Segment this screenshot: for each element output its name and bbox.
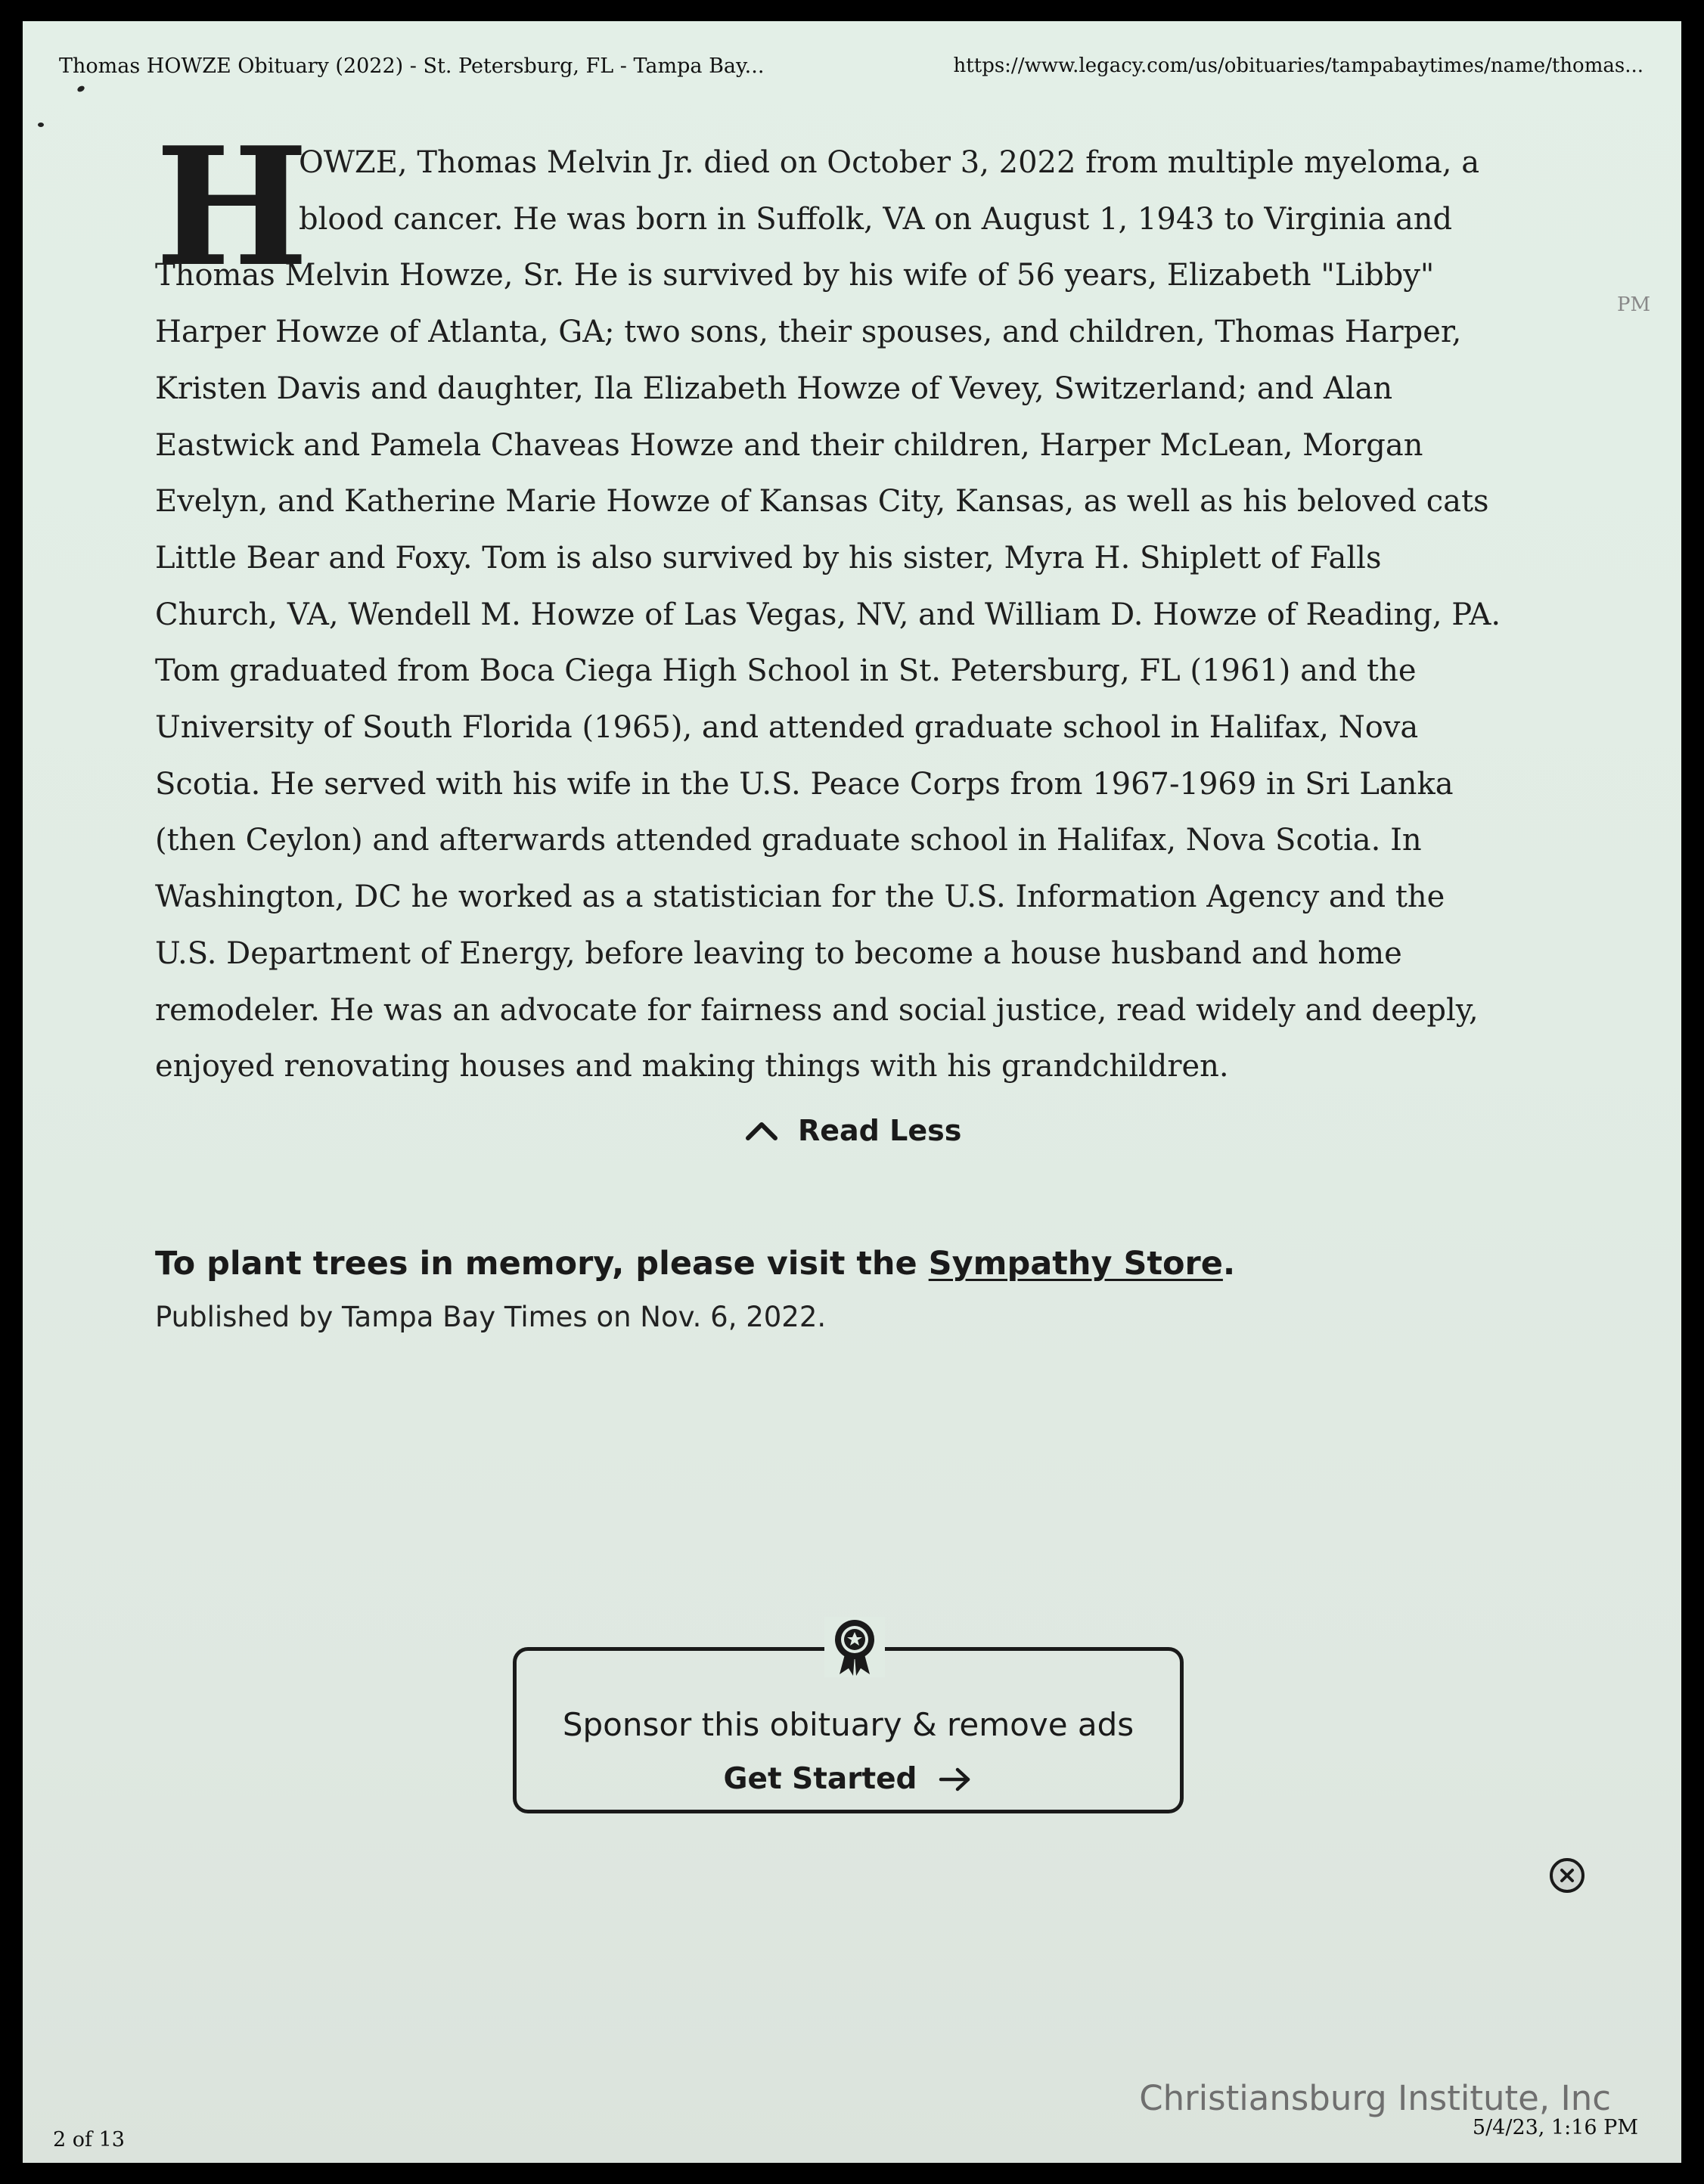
obituary-line: enjoyed renovating houses and making things with his grandchildren. bbox=[155, 1049, 1229, 1084]
sympathy-store-link[interactable]: Sympathy Store bbox=[928, 1245, 1223, 1283]
scan-speck bbox=[38, 123, 44, 127]
arrow-right-icon bbox=[938, 1766, 973, 1793]
plant-trees-suffix: . bbox=[1222, 1245, 1236, 1283]
published-by: Published by Tampa Bay Times on Nov. 6, 2022. bbox=[155, 1301, 827, 1333]
close-ad-button[interactable] bbox=[1549, 1857, 1585, 1894]
print-header-title: Thomas HOWZE Obituary (2022) - St. Petersburg, FL - Tampa Bay... bbox=[59, 54, 765, 78]
read-less-label: Read Less bbox=[798, 1114, 962, 1147]
print-header-url: https://www.legacy.com/us/obituaries/tampabaytimes/name/thomas... bbox=[953, 54, 1643, 77]
obituary-line: Scotia. He served with his wife in the U.S. Peace Corps from 1967-1969 in Sri Lanka bbox=[155, 766, 1454, 802]
obituary-line: Thomas Melvin Howze, Sr. He is survived by his wife of 56 years, Elizabeth "Libby" bbox=[155, 258, 1435, 293]
institution-watermark: Christiansburg Institute, Inc bbox=[1139, 2078, 1611, 2118]
page-number: 2 of 13 bbox=[53, 2128, 125, 2151]
plant-trees-text bbox=[155, 1245, 1235, 1283]
margin-artifact: PM bbox=[1617, 293, 1651, 316]
chevron-up-icon bbox=[745, 1120, 778, 1141]
close-icon bbox=[1549, 1857, 1585, 1894]
drop-cap: H bbox=[155, 111, 309, 302]
print-header bbox=[59, 54, 1643, 88]
obituary-line: remodeler. He was an advocate for fairness and social justice, read widely and deeply, bbox=[155, 992, 1479, 1028]
obituary-text bbox=[155, 135, 1585, 1095]
obituary-line: Washington, DC he worked as a statistician for the U.S. Information Agency and the bbox=[155, 879, 1445, 915]
scanned-page bbox=[23, 21, 1681, 2163]
sponsor-text: Sponsor this obituary & remove ads bbox=[562, 1706, 1134, 1743]
obituary-line: Eastwick and Pamela Chaveas Howze and their children, Harper McLean, Morgan bbox=[155, 427, 1423, 463]
obituary-line: Kristen Davis and daughter, Ila Elizabeth Howze of Vevey, Switzerland; and Alan bbox=[155, 371, 1393, 406]
get-started-label: Get Started bbox=[723, 1762, 917, 1796]
obituary-line: University of South Florida (1965), and attended graduate school in Halifax, Nova bbox=[155, 710, 1419, 746]
obituary-line: blood cancer. He was born in Suffolk, VA on August 1, 1943 to Virginia and bbox=[299, 201, 1453, 237]
print-date: 5/4/23, 1:16 PM bbox=[1472, 2116, 1638, 2139]
obituary-line: U.S. Department of Energy, before leaving to become a house husband and home bbox=[155, 935, 1402, 971]
obituary-line: OWZE, Thomas Melvin Jr. died on October 3, 2022 from multiple myeloma, a bbox=[299, 145, 1480, 180]
plant-trees-prefix: To plant trees in memory, please visit the bbox=[155, 1245, 929, 1283]
obituary-line: Church, VA, Wendell M. Howze of Las Vegas, NV, and William D. Howze of Reading, PA. bbox=[155, 597, 1501, 632]
get-started-button[interactable] bbox=[513, 1762, 1184, 1796]
obituary-line: (then Ceylon) and afterwards attended graduate school in Halifax, Nova Scotia. In bbox=[155, 823, 1422, 858]
obituary-line: Evelyn, and Katherine Marie Howze of Kansas City, Kansas, as well as his beloved cats bbox=[155, 484, 1489, 520]
obituary-line: Tom graduated from Boca Ciega High School in St. Petersburg, FL (1961) and the bbox=[155, 653, 1417, 689]
read-less-button[interactable] bbox=[745, 1114, 961, 1147]
award-ribbon-icon bbox=[824, 1617, 885, 1677]
obituary-line: Harper Howze of Atlanta, GA; two sons, their spouses, and children, Thomas Harper, bbox=[155, 315, 1462, 350]
obituary-line: Little Bear and Foxy. Tom is also survived by his sister, Myra H. Shiplett of Falls bbox=[155, 540, 1382, 575]
